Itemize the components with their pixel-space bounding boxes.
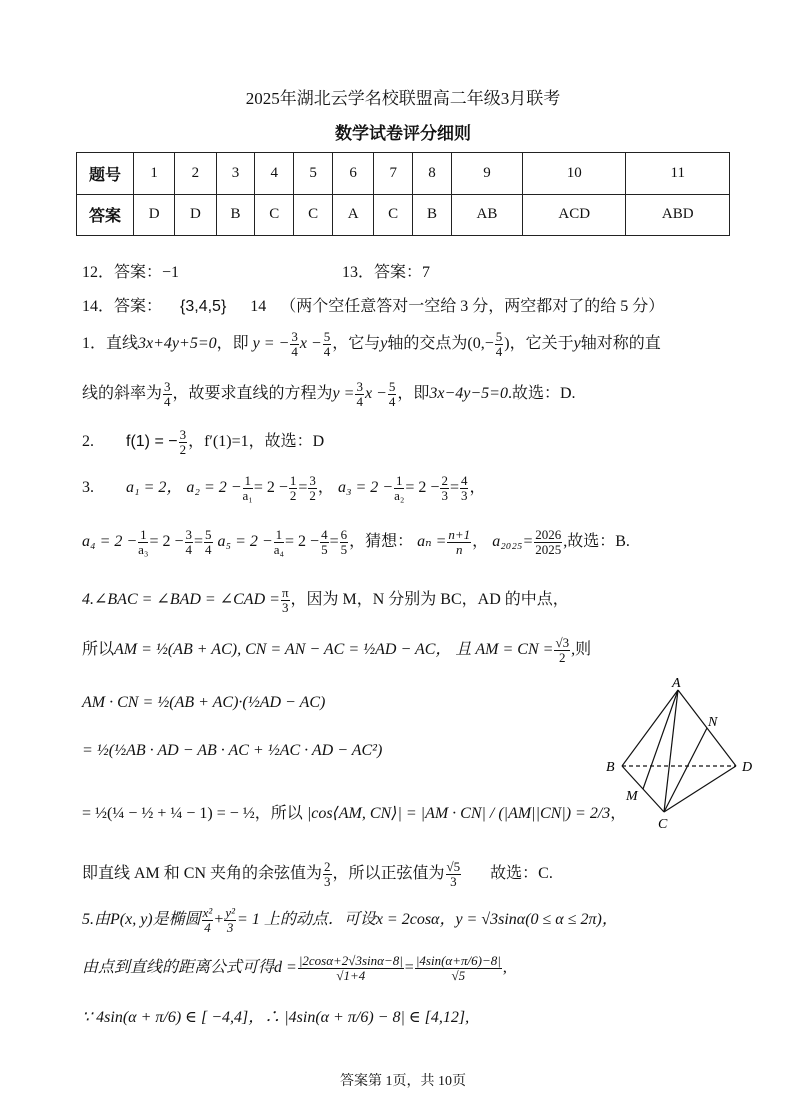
answer-table-answers-row: [77, 194, 730, 236]
table-cell: D: [134, 194, 175, 236]
table-cell: C: [255, 194, 294, 236]
fraction: $\frac{5}{4}$: [388, 379, 396, 409]
fraction: $\frac{1}{\text{a₃}}$: [138, 527, 149, 557]
fraction: $\frac{4}{3}$: [460, 473, 468, 503]
tetrahedron-figure: [596, 676, 776, 832]
segment-cn: [664, 728, 707, 812]
page-footer: 答案第 1页，共 10页: [340, 1074, 466, 1089]
text: = 2 −: [285, 533, 320, 550]
text: .故选：D.: [507, 385, 576, 402]
table-cell: D: [175, 194, 216, 236]
table-cell: 5: [294, 153, 333, 195]
vertex-label-a: A: [672, 676, 681, 691]
text: ，猜想：: [349, 533, 414, 550]
equation: |cos⟨AM, CN⟩| = |AM · CN| / (|AM||CN|) = 2/3: [306, 805, 611, 822]
solution-3-line-1: [82, 474, 486, 502]
text: ，它与: [332, 335, 381, 352]
text: 所以: [82, 641, 115, 658]
fraction: $\frac{3}{2}$: [309, 473, 316, 503]
vertex-label-c: C: [658, 817, 668, 832]
table-cell: 11: [626, 153, 730, 195]
equation: = ½(¼ − ½ + ¼ − 1) = − ½: [82, 805, 255, 822]
solution-4-line-3: AM · CN = ½(AB + AC)·(½AD − AC): [82, 694, 326, 711]
text: aₙ =: [417, 533, 447, 550]
text: 1．直线: [82, 335, 139, 352]
table-cell: B: [413, 194, 452, 236]
text: 线的斜率为: [82, 385, 163, 402]
fraction: $\frac{5}{4}$: [205, 527, 212, 557]
text: ,故选：B.: [563, 533, 630, 550]
table-cell: 6: [333, 153, 374, 195]
table-cell: 1: [134, 153, 175, 195]
text: ，f′(1)=1，故选：D: [188, 433, 325, 450]
fraction: $\frac{2}{3}$: [441, 473, 448, 503]
text: 轴对称的直: [580, 335, 661, 352]
point-label-m: M: [626, 789, 638, 804]
table-cell: 4: [255, 153, 294, 195]
edge-ab: [622, 690, 678, 766]
table-cell: C: [294, 194, 333, 236]
text: ，它关于: [509, 335, 574, 352]
equation: AM = ½(AB + AC), CN = AN − AC = ½AD − AC，: [114, 641, 452, 658]
fraction: $\frac{1}{\text{a₁}}$: [242, 473, 253, 503]
table-cell: B: [216, 194, 255, 236]
fraction: $\frac{n+1}{n}$: [448, 527, 471, 557]
fraction: $\frac{|2\cos\alpha+2√3\sin\alpha-8|}{√1+4}$: [298, 953, 403, 983]
text: ，: [317, 479, 334, 496]
fraction: $\frac{3}{2}$: [179, 427, 187, 457]
solution-3-line-2: [82, 528, 630, 556]
fraction: $\frac{6}{5}$: [340, 527, 348, 557]
solution-4-line-6: [82, 860, 553, 888]
fraction: $\frac{1}{\text{a₂}}$: [394, 473, 405, 503]
fraction: $\frac{√5}{3}$: [446, 859, 461, 889]
solution-1-line-1: 1．直线3x+4y+5=0，即 y = − $\frac{3}{4}$ x − $\frac{5}{4}$ ，它与y轴的交点为(0,− $\frac{5}{4}$ )，它关于y轴对称的直: [82, 329, 661, 359]
text: =: [329, 533, 339, 550]
solution-5-line-2: [82, 954, 507, 982]
text: ，: [610, 805, 627, 822]
fraction: $\frac{\pi}{3}$: [281, 585, 289, 615]
text: a₁ = 2，: [126, 479, 183, 496]
table-cell: 8: [413, 153, 452, 195]
table-cell: ACD: [523, 194, 626, 236]
answer-14-label: 14．答案：: [82, 298, 163, 315]
fraction: $\frac{5}{4}$: [323, 329, 331, 359]
text: ，所以: [254, 805, 303, 822]
text: = 2 −: [253, 479, 288, 496]
text: ，即: [397, 385, 430, 402]
table-cell: 10: [523, 153, 626, 195]
text: =: [298, 479, 308, 496]
fraction: $\frac{\text{y²}}{3}$: [225, 905, 236, 935]
table-cell: 9: [451, 153, 522, 195]
row-label-number: 题号: [77, 153, 134, 195]
table-cell: A: [333, 194, 374, 236]
text: 且 AM = CN =: [455, 641, 554, 658]
text: ,: [502, 959, 507, 976]
text: f(1) = −: [126, 433, 178, 450]
fraction: $\frac{1}{\text{a₄}}$: [273, 527, 285, 557]
fraction: $\frac{4}{5}$: [321, 527, 328, 557]
text: = 2 −: [405, 479, 440, 496]
table-cell: C: [374, 194, 413, 236]
equation: 3x+4y+5=0: [138, 335, 217, 352]
text: 由点到直线的距离公式可得d =: [82, 959, 297, 976]
exam-title: 2025年湖北云学名校联盟高二年级3月联考: [245, 89, 561, 108]
fraction: $\frac{\text{x²}}{4}$: [202, 905, 213, 935]
fraction: $\frac{3}{4}$: [291, 329, 298, 359]
text: =: [404, 959, 414, 976]
text: a₂ = 2 −: [186, 479, 242, 496]
answer-14: [82, 293, 664, 316]
text: ，: [469, 479, 486, 496]
text: a₄ = 2 −: [82, 533, 138, 550]
vertex-label-b: B: [606, 760, 615, 775]
text: y: [573, 335, 581, 352]
text: 5.由P(x, y)是椭圆: [82, 911, 201, 928]
answer-table: [76, 152, 730, 236]
answer-14-set: {3,4,5}: [180, 298, 227, 315]
answer-14-note: （两个空任意答对一空给 3 分，两空都对了的给 5 分）: [280, 298, 665, 315]
fraction: $\frac{|4\sin(\alpha+\pi/6)-8|}{√5}$: [415, 953, 501, 983]
text: ，: [472, 533, 489, 550]
solution-4-line-2: [82, 636, 591, 664]
text: y: [380, 335, 388, 352]
doc-title: 数学试卷评分细则: [335, 124, 471, 143]
solution-5-line-1: 5.由P(x, y)是椭圆 $\frac{\text{x²}}{4}$ + $\frac{\text{y²}}{3}$ = 1 上的动点．可设x = 2cosα，y = √3sinα(0 ≤ α ≤ 2π)，: [82, 905, 618, 935]
solution-4-line-5: [82, 800, 626, 823]
text: 4.∠BAC = ∠BAD = ∠CAD =: [82, 591, 280, 608]
answer-13: 13．答案：7: [342, 264, 431, 281]
text: ，所以正弦值为: [332, 865, 445, 882]
fraction: $\frac{√3}{2}$: [555, 635, 570, 665]
table-cell: 3: [216, 153, 255, 195]
text: ,则: [571, 641, 592, 658]
point-label-n: N: [708, 715, 718, 730]
solution-5-line-3: ∵ 4sin(α + π/6) ∈ [ −4,4]，∴ |4sin(α + π/6) − 8| ∈ [4,12],: [82, 1009, 470, 1026]
fraction: $\frac{3}{4}$: [164, 379, 171, 409]
row-label-answer: 答案: [77, 194, 134, 236]
text: ，故要求直线的方程为: [172, 385, 333, 402]
table-cell: AB: [451, 194, 522, 236]
text: 轴的交点为: [387, 335, 468, 352]
solution-1-line-2: 线的斜率为 $\frac{3}{4}$ ，故要求直线的方程为y = $\frac{3}{4}$ x − $\frac{5}{4}$ ，即3x−4y−5=0.故选：D.: [82, 379, 576, 409]
answer-12: 12．答案：−1: [82, 264, 180, 281]
fraction: $\frac{3}{4}$: [185, 527, 193, 557]
text: 故选：C.: [490, 865, 553, 882]
table-cell: 2: [175, 153, 216, 195]
equation: 3x−4y−5=0: [429, 385, 508, 402]
text: ，即: [216, 335, 249, 352]
fraction: $\frac{3}{4}$: [356, 379, 363, 409]
solution-4-line-4: = ½(½AB · AD − AB · AC + ½AC · AD − AC²): [82, 742, 383, 759]
fraction: $\frac{2}{3}$: [324, 859, 331, 889]
text: 3.: [82, 479, 94, 496]
fraction: $\frac{5}{4}$: [495, 329, 503, 359]
text: =: [449, 479, 459, 496]
table-cell: ABD: [626, 194, 730, 236]
text: =: [194, 533, 204, 550]
text: = 2 −: [149, 533, 184, 550]
text: 即直线 AM 和 CN 夹角的余弦值为: [82, 865, 323, 882]
fraction: $\frac{1}{2}$: [289, 473, 297, 503]
solution-2: [82, 428, 324, 456]
text: ，因为 M，N 分别为 BC，AD 的中点，: [290, 591, 569, 608]
text: a₂₀₂₅=: [492, 533, 534, 550]
text: 2.: [82, 433, 94, 450]
fraction: $\frac{2026}{2025}$: [535, 527, 562, 557]
table-cell: 7: [374, 153, 413, 195]
text: = 1 上的动点．可设x = 2cosα，y = √3sinα(0 ≤ α ≤ 2π)，: [237, 911, 618, 928]
answer-14-value: 14: [250, 298, 267, 315]
solution-4-line-1: [82, 586, 569, 614]
text: a₃ = 2 −: [337, 479, 394, 496]
edge-cd: [664, 766, 736, 812]
vertex-label-d: D: [742, 760, 753, 775]
answer-table-numbers-row: [77, 153, 730, 195]
text: a₅ = 2 −: [217, 533, 273, 550]
